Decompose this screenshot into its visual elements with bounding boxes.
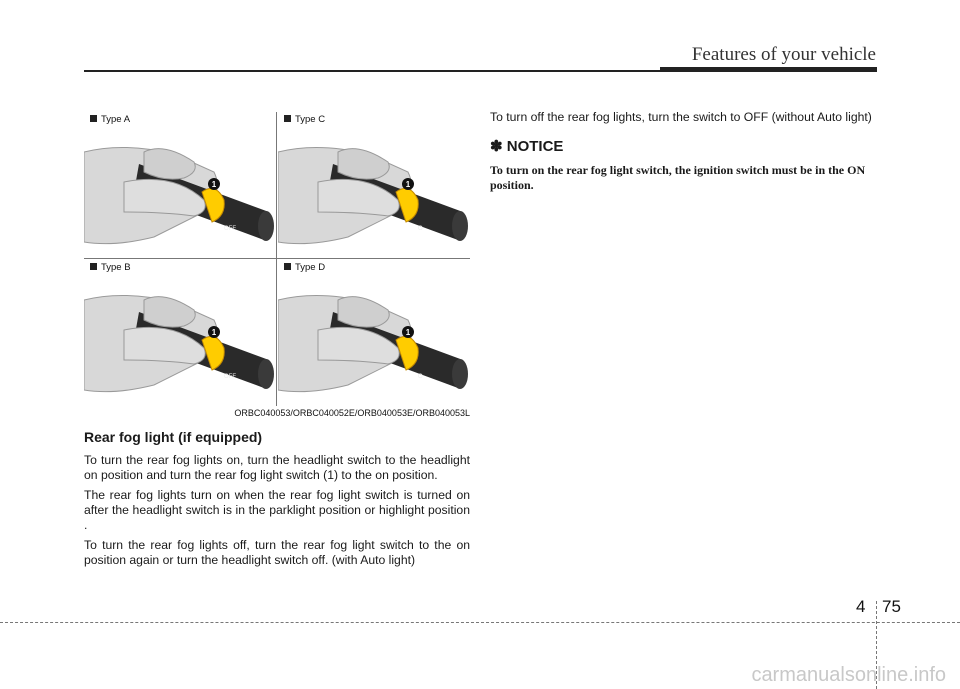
paragraph: To turn the rear fog lights off, turn the rear fog light switch to the on position again or turn the headlight switch off. (with Auto light) [84,538,470,567]
figure-divider-vertical [276,112,277,406]
figure-divider-horizontal [84,258,470,259]
watermark: carmanualsonline.info [751,664,946,686]
section-heading: Rear fog light (if equipped) [84,429,263,445]
callout-number: 1 [211,328,217,337]
callout-number: 1 [211,180,217,189]
panel-type-b [84,260,276,404]
notice-heading: ✽ NOTICE [490,138,564,155]
paragraph: To turn the rear fog lights on, turn the headlight switch to the headlight on position and turn the rear fog light switch (1) to the on position. [84,453,470,482]
switch-illustration [84,260,276,404]
panel-label: Type D [295,262,326,273]
switch-illustration [278,112,470,256]
panel-label: Type C [295,114,326,125]
bullet-square-icon [90,115,97,122]
paragraph: The rear fog lights turn on when the rear fog light switch is turned on after the headlight switch is in the parklight position or highlight position . [84,488,470,532]
off-position-label: OFF [224,374,236,380]
panel-type-c [278,112,470,256]
page-header-title: Features of your vehicle [691,44,876,65]
panel-type-d [278,260,470,404]
footer-rule [0,622,960,623]
callout-number: 1 [405,328,411,337]
off-position-label: O [418,226,423,232]
chapter-number: 4 [856,597,866,616]
right-column [490,110,877,193]
callout-number: 1 [405,180,411,189]
panel-label: Type A [101,114,131,125]
bullet-square-icon [284,263,291,270]
switch-illustration [84,112,276,256]
panel-label: Type B [101,262,131,273]
left-column [84,429,470,573]
header-rule-accent [660,67,877,72]
panel-type-a [84,112,276,256]
page-number: 75 [882,597,901,616]
bullet-square-icon [284,115,291,122]
notice-text: To turn on the rear fog light switch, the ignition switch must be in the ON position. [490,163,866,192]
paragraph: To turn off the rear fog lights, turn the switch to OFF (without Auto light) [490,110,872,124]
off-position-label: OFF [224,226,236,232]
bullet-square-icon [90,263,97,270]
switch-illustration [278,260,470,404]
off-position-label: O [418,374,423,380]
figure-caption: ORBC040053/ORBC040052E/ORB040053E/ORB040053L [234,408,470,418]
fog-light-switch-figure [84,112,470,418]
